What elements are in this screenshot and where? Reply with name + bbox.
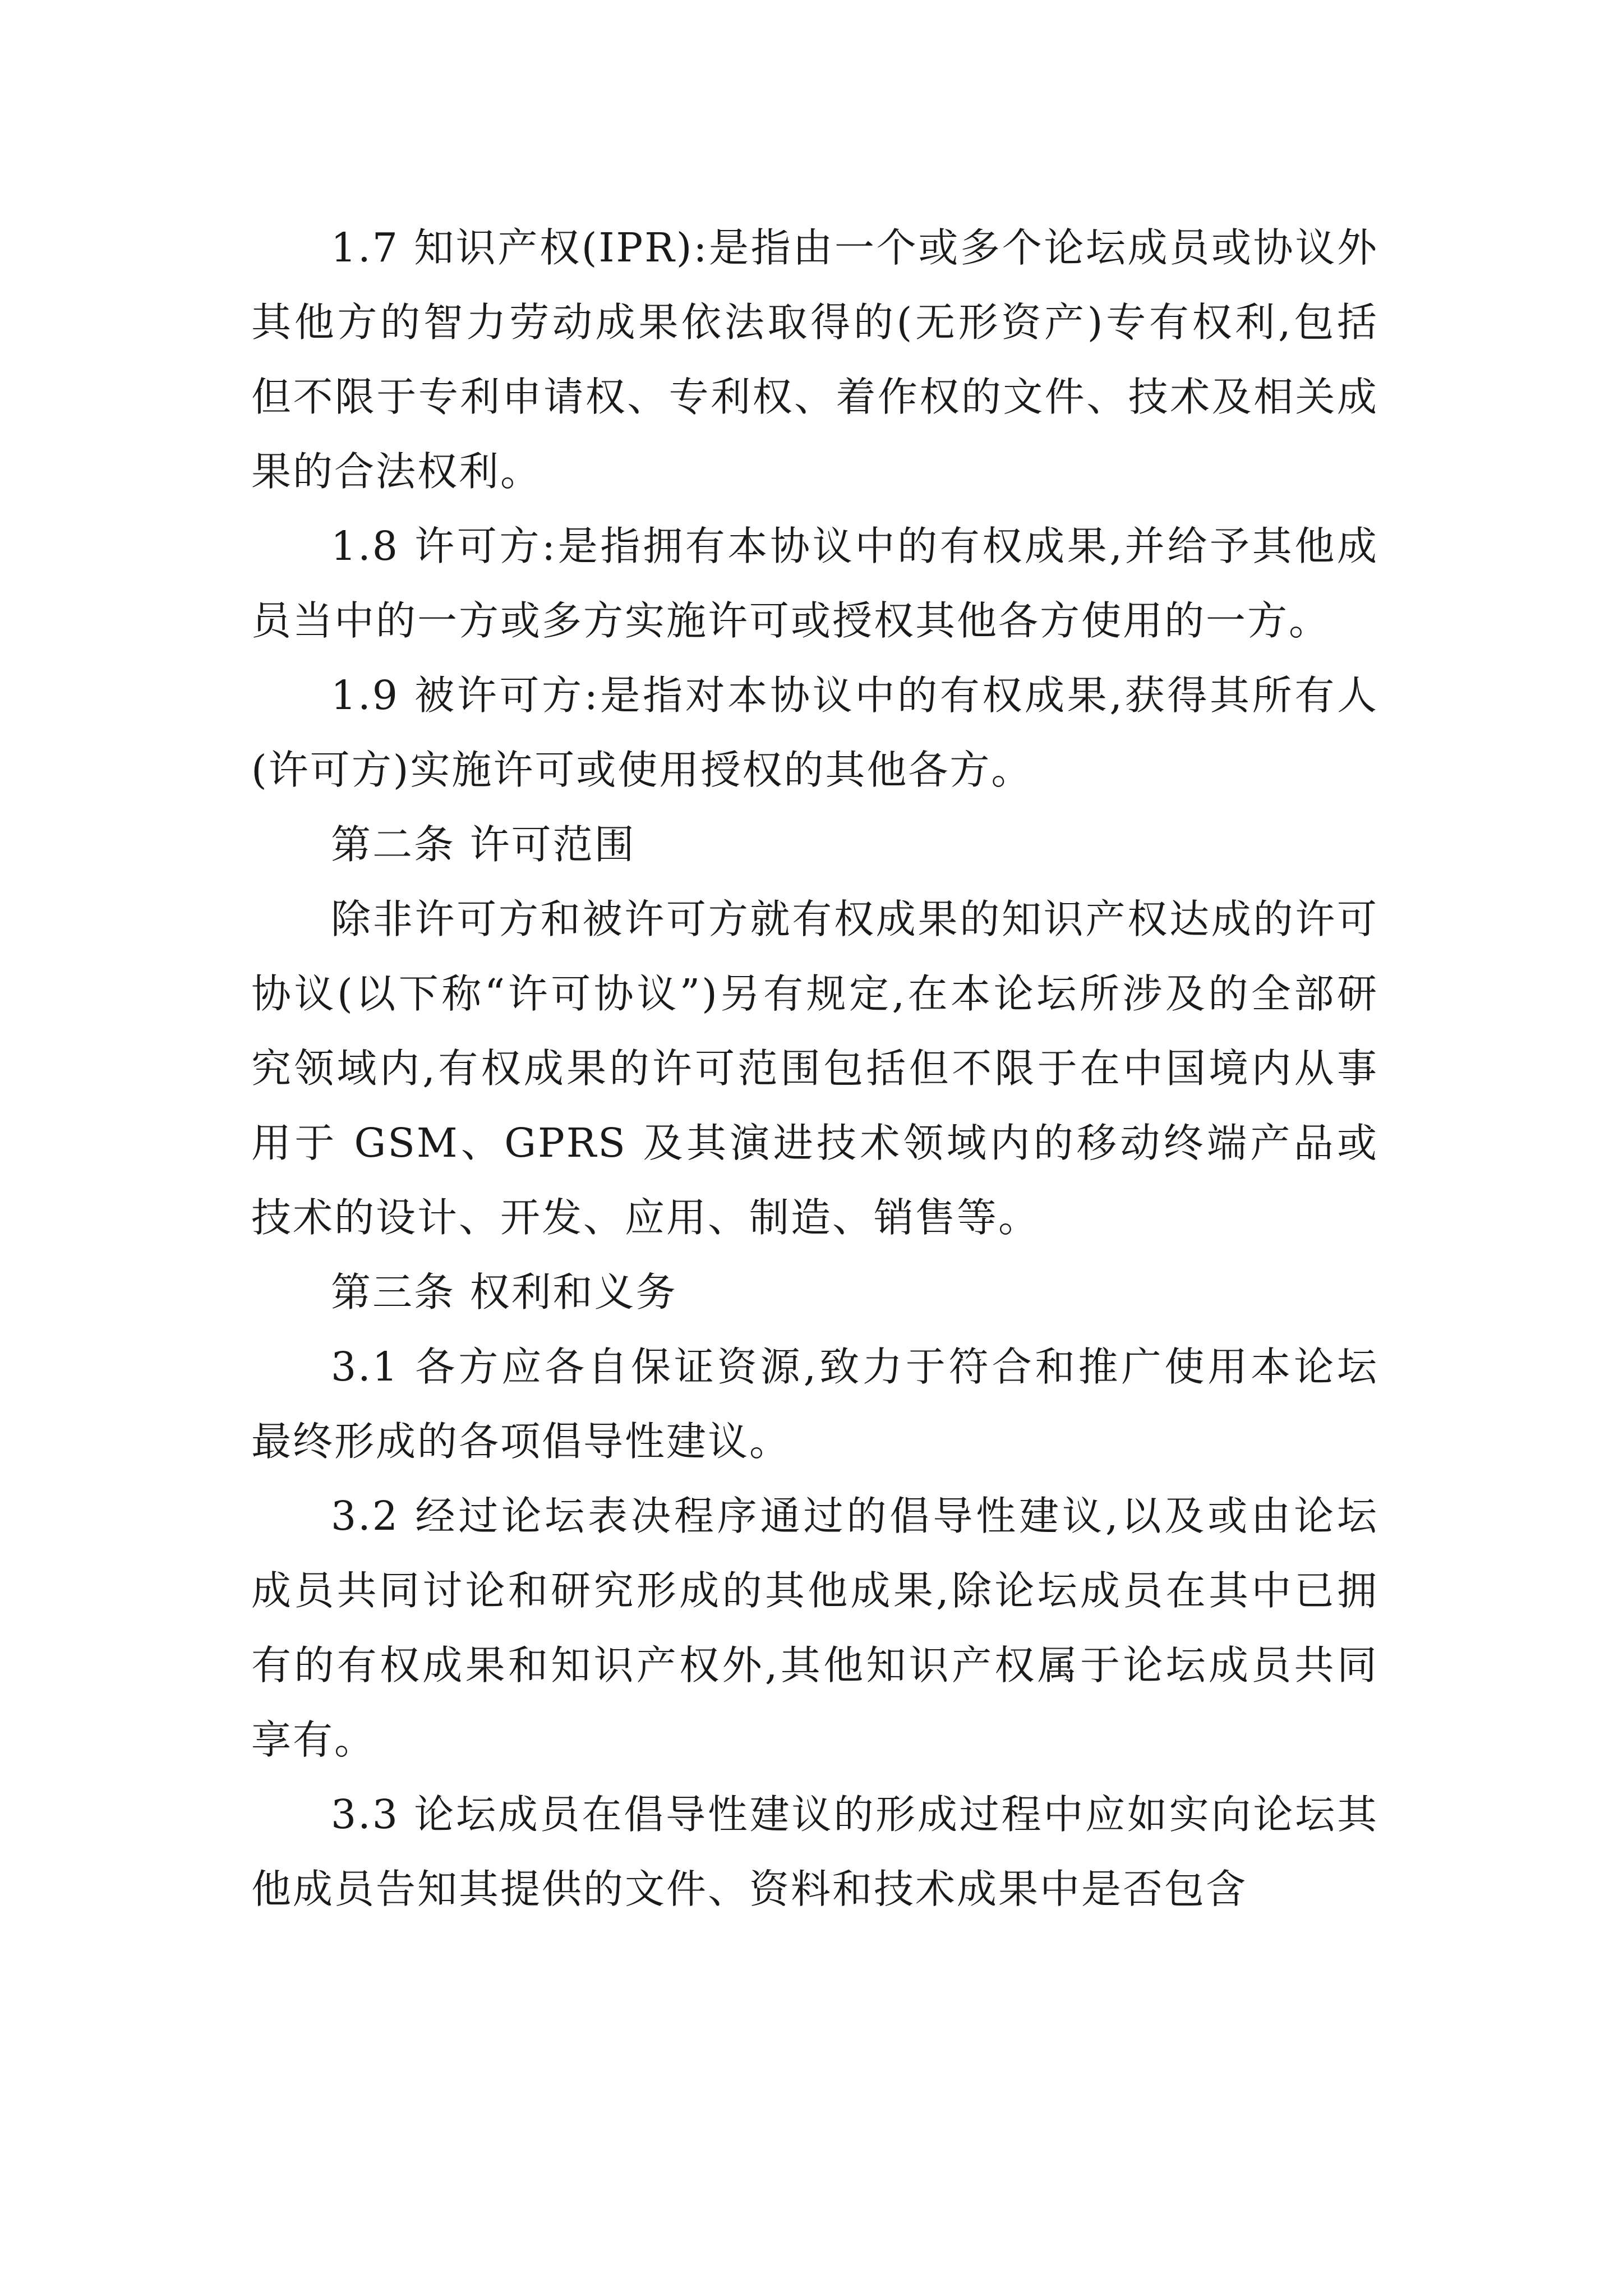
clause-1-9-paragraph: 1.9 被许可方:是指对本协议中的有权成果,获得其所有人(许可方)实施许可或使用授权的其他各方。 [251,672,1378,793]
article-2-paragraph: 除非许可方和被许可方就有权成果的知识产权达成的许可协议(以下称“许可协议”)另有规定,在本论坛所涉及的全部研究领域内,有权成果的许可范围包括但不限于在中国境内从事用于 GSM、GPRS 及其演进技术领域内的移动终端产品或技术的设计、开发、应用、制造、销售等。 [251,896,1378,1241]
article-2-heading: 第二条 许可范围 [331,821,636,868]
clause-1-7-paragraph: 1.7 知识产权(IPR):是指由一个或多个论坛成员或协议外其他方的智力劳动成果依法取得的(无形资产)专有权利,包括但不限于专利申请权、专利权、着作权的文件、技术及相关成果的合法权利。 [251,224,1378,495]
document-body [251,210,1378,1926]
clause-3-2-paragraph: 3.2 经过论坛表决程序通过的倡导性建议,以及或由论坛成员共同讨论和研究形成的其他成果,除论坛成员在其中已拥有的有权成果和知识产权外,其他知识产权属于论坛成员共同享有。 [251,1493,1378,1763]
clause-3-3-paragraph: 3.3 论坛成员在倡导性建议的形成过程中应如实向论坛其他成员告知其提供的文件、资料和技术成果中是否包含 [251,1791,1378,1912]
clause-1-8-paragraph: 1.8 许可方:是指拥有本协议中的有权成果,并给予其他成员当中的一方或多方实施许可或授权其他各方使用的一方。 [251,523,1378,644]
article-3-heading: 第三条 权利和义务 [331,1269,677,1315]
clause-3-1-paragraph: 3.1 各方应各自保证资源,致力于符合和推广使用本论坛最终形成的各项倡导性建议。 [251,1343,1378,1465]
